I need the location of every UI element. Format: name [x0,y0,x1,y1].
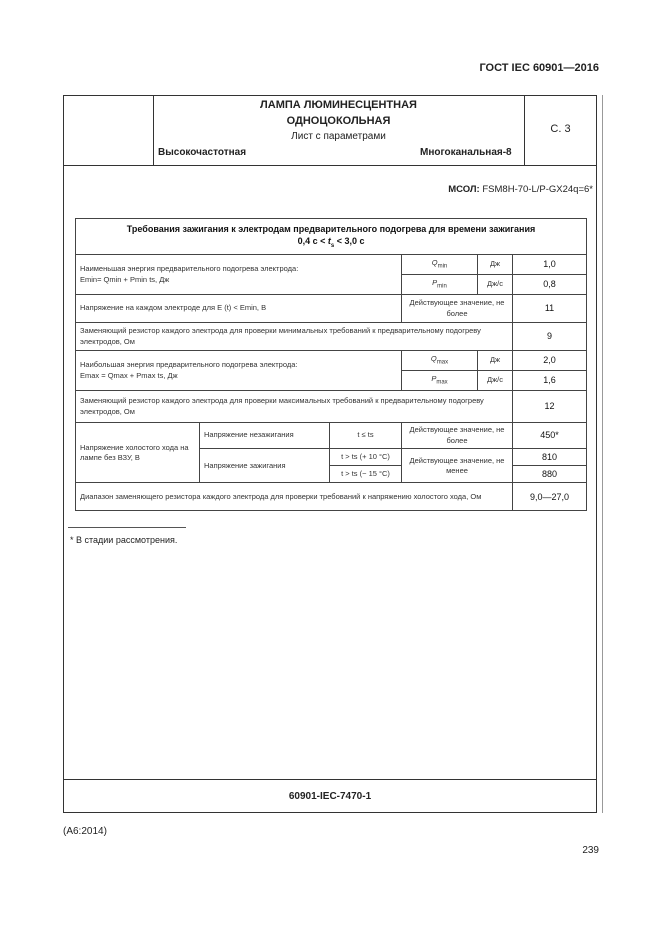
row-min-energy-p-unit: Дж/с [478,275,513,295]
row-ignition-label: Напряжение зажигания [200,449,330,483]
row-max-resistor-label: Заменяющий резистор каждого электрода для проверки максимальных требований к предварительному подогреву электродов, Ом [76,391,513,423]
row-ignition-value-plus10: 810 [513,449,587,466]
row-electrode-voltage-label: Напряжение на каждом электроде для E (t) < Emin, В [76,295,402,323]
row-min-resistor-value: 9 [513,323,587,351]
table-heading [76,219,587,255]
row-max-energy-q-symbol: $Q_{max}$ [402,351,478,371]
sheet-subtitle: Лист с параметрами [291,131,386,142]
row-no-ignition-condition: t ≤ ts [330,423,402,449]
row-min-resistor-label: Заменяющий резистор каждого электрода для проверки минимальных требований к предварительному подогреву электродов, Ом [76,323,513,351]
row-resistor-range-value: 9,0—27,0 [513,483,587,511]
row-max-energy-q-value: 2,0 [513,351,587,371]
row-min-energy-p-symbol: $P_{min}$ [402,275,478,295]
bottom-block-divider [63,779,597,780]
row-max-energy-p-unit: Дж/с [478,371,513,391]
sheet-page-label: С. 3 [550,123,571,135]
row-ignition-type: Действующее значение, не менее [402,449,513,483]
row-max-energy-p-value: 1,6 [513,371,587,391]
row-max-energy-q-unit: Дж [478,351,513,371]
msol-value: FSM8H-70-L/P-GX24q=6* [482,184,593,195]
footnote: * В стадии рассмотрения. [70,535,178,545]
lamp-type-right: Многоканальная-8 [420,147,512,158]
row-resistor-range-label: Диапазон заменяющего резистора каждого электрода для проверки требований к напряжению холостого хода, Ом [76,483,513,511]
footnote-rule [68,527,186,528]
row-max-energy-p-symbol: $P_{max}$ [402,371,478,391]
row-electrode-voltage-condition: Действующее значение, не более [402,295,513,323]
title-block-divider [63,165,597,166]
row-no-ignition-value: 450* [513,423,587,449]
msol-label: МСОЛ: [448,184,480,195]
sheet-title-line1: ЛАМПА ЛЮМИНЕСЦЕНТНАЯ [260,99,417,111]
row-min-energy-q-value: 1,0 [513,255,587,275]
sheet-margin-line [602,95,603,813]
sheet-title-line2: ОДНОЦОКОЛЬНАЯ [286,115,391,127]
row-ignition-value-minus15: 880 [513,466,587,483]
ignition-requirements-table [75,218,587,511]
table-heading-line2: 0,4 $с < t_s < 3,0$ с [297,236,365,249]
row-no-ignition-type: Действующее значение, не более [402,423,513,449]
row-max-resistor-value: 12 [513,391,587,423]
row-open-circuit-label: Напряжение холостого хода на лампе без ВЗУ, В [76,423,200,483]
amendment-note: (А6:2014) [63,826,107,837]
row-ignition-condition-plus10: t > ts (+ 10 °C) [330,449,402,466]
standard-number: ГОСТ IEC 60901—2016 [479,62,599,74]
sheet-code: 60901-IEC-7470-1 [288,791,372,802]
row-electrode-voltage-value: 11 [513,295,587,323]
row-ignition-condition-minus15: t > ts (− 15 °C) [330,466,402,483]
row-max-energy-label: Наибольшая энергия предварительного подогрева электрода: Emax = Qmax + Pmax ts, Дж [76,351,402,391]
row-min-energy-p-value: 0,8 [513,275,587,295]
lamp-type-left: Высокочастотная [158,147,247,158]
page-number: 239 [582,845,599,856]
row-no-ignition-label: Напряжение незажигания [200,423,330,449]
table-heading-line1: Требования зажигания к электродам предварительного подогрева для времени зажигания [126,223,536,234]
row-min-energy-label: Наименьшая энергия предварительного подогрева электрода: Emin= Qmin + Pmin ts, Дж [76,255,402,295]
row-min-energy-q-symbol: $Q_{min}$ [402,255,478,275]
row-min-energy-q-unit: Дж [478,255,513,275]
msol-designation [448,184,593,195]
